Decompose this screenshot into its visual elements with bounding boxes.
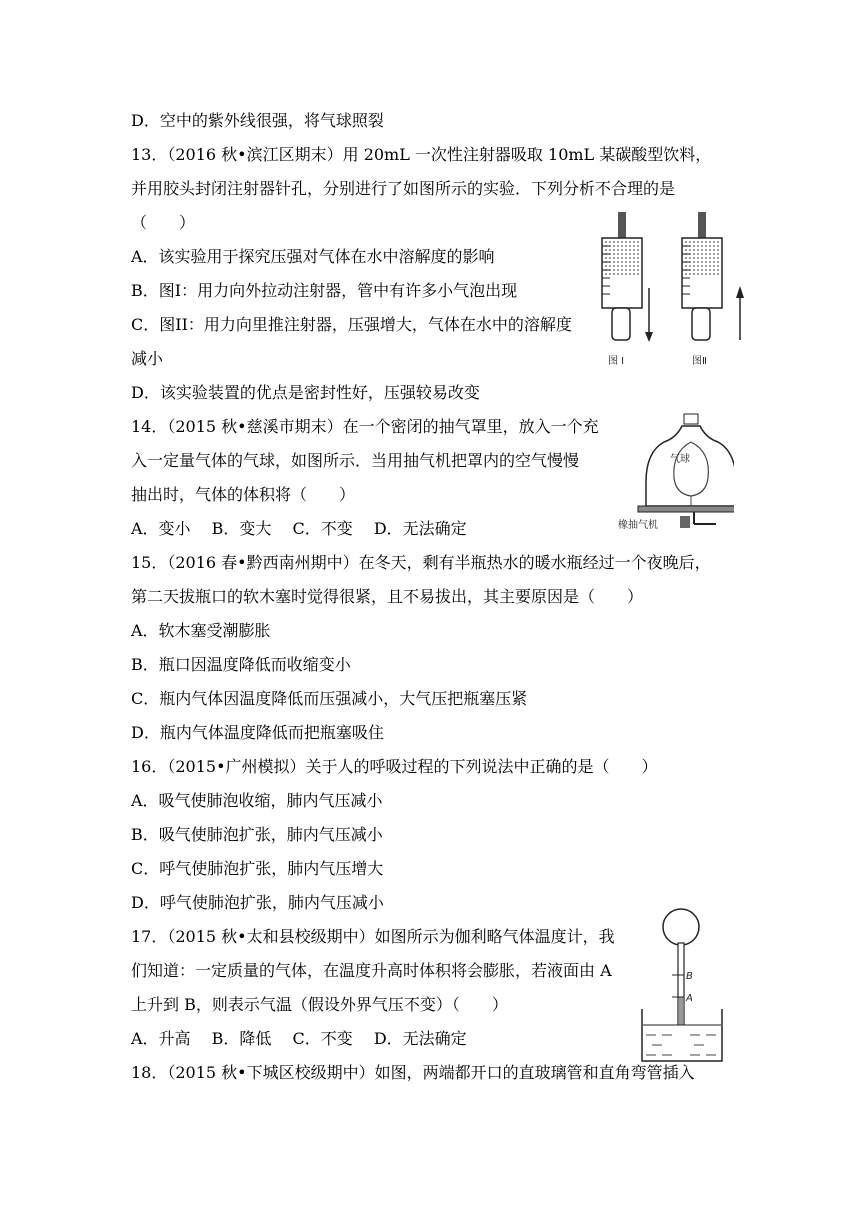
- text-line: B．图I：用力向外拉动注射器，管中有许多小气泡出现: [131, 281, 518, 300]
- syringe-2: [682, 212, 722, 340]
- balloon-label: 气球: [670, 454, 690, 465]
- arrow-down-icon: [645, 288, 653, 342]
- text-line: 16．（2015•广州模拟）关于人的呼吸过程的下列说法中正确的是（ ）: [131, 757, 658, 776]
- text-line: 减小: [131, 349, 164, 368]
- text-line: B．吸气使肺泡扩张，肺内气压减小: [131, 825, 383, 844]
- text-line: 入一定量气体的气球，如图所示．当用抽气机把罩内的空气慢慢: [131, 451, 580, 470]
- text-line: （ ）: [131, 213, 196, 232]
- figure-label-1: 图 I: [608, 356, 625, 367]
- figure-label-2: 图Ⅱ: [692, 356, 707, 367]
- text-line: 15．（2016 春•黔西南州期中）在冬天，剩有半瓶热水的暖水瓶经过一个夜晚后，: [131, 553, 711, 572]
- text-line: 17．（2015 秋•太和县校级期中）如图所示为伽利略气体温度计，我: [131, 927, 615, 946]
- text-line: A．变小 B．变大 C．不变 D．无法确定: [131, 519, 467, 538]
- text-line: D．呼气使肺泡扩张，肺内气压减小: [131, 893, 384, 912]
- syringe-figure: [592, 208, 762, 378]
- text-line: C．瓶内气体因温度降低而压强减小，大气压把瓶塞压紧: [131, 689, 528, 708]
- text-line: A．该实验用于探究压强对气体在水中溶解度的影响: [131, 247, 495, 266]
- text-line: D．瓶内气体温度降低而把瓶塞吸住: [131, 723, 384, 742]
- text-line: 抽出时，气体的体积将（ ）: [131, 485, 356, 504]
- text-line: B．瓶口因温度降低而收缩变小: [131, 655, 351, 674]
- text-line: 14．（2015 秋•慈溪市期末）在一个密闭的抽气罩里，放入一个充: [131, 417, 599, 436]
- text-line: A．软木塞受潮膨胀: [131, 621, 271, 640]
- label-a: A: [686, 993, 693, 1004]
- bell-jar-figure: [616, 412, 734, 534]
- text-line: C．呼气使肺泡扩张，肺内气压增大: [131, 859, 384, 878]
- label-b: B: [686, 971, 693, 982]
- text-line: C．图II：用力向里推注射器，压强增大，气体在水中的溶解度: [131, 315, 572, 334]
- text-line: 上升到 B，则表示气温（假设外界气压不变）（ ）: [131, 995, 508, 1014]
- text-line: A．升高 B．降低 C．不变 D．无法确定: [131, 1029, 467, 1048]
- text-line: 并用胶头封闭注射器针孔，分别进行了如图所示的实验．下列分析不合理的是: [131, 179, 676, 198]
- text-line: 13．（2016 秋•滨江区期末）用 20mL 一次性注射器吸取 10mL 某碳酸型饮料，: [131, 145, 712, 164]
- text-line: A．吸气使肺泡收缩，肺内气压减小: [131, 791, 383, 810]
- text-line: 们知道：一定质量的气体，在温度升高时体积将会膨胀，若液面由 A: [131, 961, 612, 980]
- arrow-up-icon: [736, 286, 744, 340]
- text-line: D．空中的紫外线很强，将气球照裂: [131, 111, 384, 130]
- text-line: D．该实验装置的优点是密封性好，压强较易改变: [131, 383, 480, 402]
- text-line: 第二天拔瓶口的软木塞时觉得很紧，且不易拔出，其主要原因是（ ）: [131, 587, 644, 606]
- thermometer-figure: [636, 905, 728, 1063]
- syringe-1: [602, 212, 642, 340]
- pump-label: 橡抽气机: [618, 520, 658, 531]
- text-line: 18．（2015 秋•下城区校级期中）如图，两端都开口的直玻璃管和直角弯管插入: [131, 1063, 695, 1082]
